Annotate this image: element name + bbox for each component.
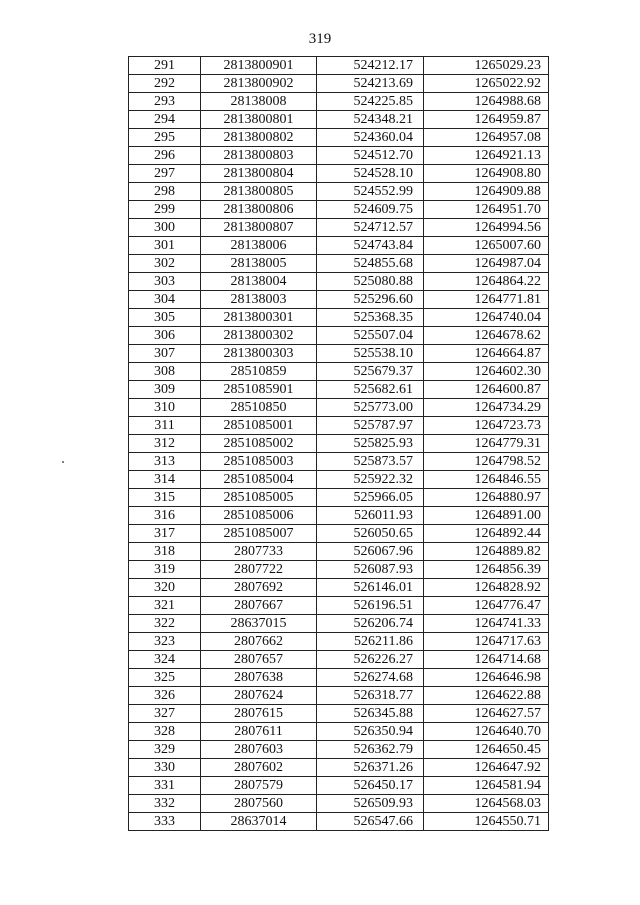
y-coordinate-cell: 1264640.70	[424, 723, 549, 741]
row-number-cell: 317	[129, 525, 201, 543]
row-number-cell: 332	[129, 795, 201, 813]
table-row	[129, 93, 549, 111]
x-coordinate-cell: 525682.61	[317, 381, 424, 399]
y-coordinate-cell: 1264627.57	[424, 705, 549, 723]
table-row	[129, 129, 549, 147]
table-row	[129, 453, 549, 471]
row-number-cell: 321	[129, 597, 201, 615]
x-coordinate-cell: 526050.65	[317, 525, 424, 543]
point-id-cell: 2813800303	[201, 345, 317, 363]
table-row	[129, 813, 549, 831]
y-coordinate-cell: 1264846.55	[424, 471, 549, 489]
point-id-cell: 2813800901	[201, 57, 317, 75]
x-coordinate-cell: 526206.74	[317, 615, 424, 633]
x-coordinate-cell: 524348.21	[317, 111, 424, 129]
table-row	[129, 273, 549, 291]
x-coordinate-cell: 526350.94	[317, 723, 424, 741]
point-id-cell: 2807722	[201, 561, 317, 579]
x-coordinate-cell: 524609.75	[317, 201, 424, 219]
table-row	[129, 777, 549, 795]
x-coordinate-cell: 524360.04	[317, 129, 424, 147]
x-coordinate-cell: 525679.37	[317, 363, 424, 381]
table-row	[129, 363, 549, 381]
y-coordinate-cell: 1264741.33	[424, 615, 549, 633]
y-coordinate-cell: 1264600.87	[424, 381, 549, 399]
x-coordinate-cell: 525825.93	[317, 435, 424, 453]
table-row	[129, 669, 549, 687]
row-number-cell: 327	[129, 705, 201, 723]
y-coordinate-cell: 1264771.81	[424, 291, 549, 309]
table-row	[129, 399, 549, 417]
table-row	[129, 435, 549, 453]
row-number-cell: 305	[129, 309, 201, 327]
x-coordinate-cell: 525538.10	[317, 345, 424, 363]
row-number-cell: 330	[129, 759, 201, 777]
point-id-cell: 2807602	[201, 759, 317, 777]
table-row	[129, 633, 549, 651]
row-number-cell: 295	[129, 129, 201, 147]
point-id-cell: 2807662	[201, 633, 317, 651]
y-coordinate-cell: 1264957.08	[424, 129, 549, 147]
row-number-cell: 307	[129, 345, 201, 363]
y-coordinate-cell: 1264892.44	[424, 525, 549, 543]
row-number-cell: 320	[129, 579, 201, 597]
y-coordinate-cell: 1264550.71	[424, 813, 549, 831]
x-coordinate-cell: 526362.79	[317, 741, 424, 759]
x-coordinate-cell: 525773.00	[317, 399, 424, 417]
row-number-cell: 297	[129, 165, 201, 183]
x-coordinate-cell: 525080.88	[317, 273, 424, 291]
row-number-cell: 315	[129, 489, 201, 507]
table-row	[129, 57, 549, 75]
point-id-cell: 2851085007	[201, 525, 317, 543]
x-coordinate-cell: 526274.68	[317, 669, 424, 687]
x-coordinate-cell: 526011.93	[317, 507, 424, 525]
x-coordinate-cell: 526067.96	[317, 543, 424, 561]
table-row	[129, 723, 549, 741]
row-number-cell: 299	[129, 201, 201, 219]
y-coordinate-cell: 1265007.60	[424, 237, 549, 255]
x-coordinate-cell: 525873.57	[317, 453, 424, 471]
y-coordinate-cell: 1264889.82	[424, 543, 549, 561]
point-id-cell: 28510850	[201, 399, 317, 417]
table-row	[129, 417, 549, 435]
table-row	[129, 381, 549, 399]
y-coordinate-cell: 1264988.68	[424, 93, 549, 111]
table-row	[129, 111, 549, 129]
x-coordinate-cell: 526196.51	[317, 597, 424, 615]
row-number-cell: 293	[129, 93, 201, 111]
point-id-cell: 2813800302	[201, 327, 317, 345]
row-number-cell: 325	[129, 669, 201, 687]
row-number-cell: 309	[129, 381, 201, 399]
row-number-cell: 311	[129, 417, 201, 435]
x-coordinate-cell: 525922.32	[317, 471, 424, 489]
row-number-cell: 331	[129, 777, 201, 795]
y-coordinate-cell: 1264959.87	[424, 111, 549, 129]
x-coordinate-cell: 524512.70	[317, 147, 424, 165]
row-number-cell: 322	[129, 615, 201, 633]
y-coordinate-cell: 1264776.47	[424, 597, 549, 615]
y-coordinate-cell: 1264909.88	[424, 183, 549, 201]
point-id-cell: 2807611	[201, 723, 317, 741]
table-row	[129, 795, 549, 813]
point-id-cell: 2851085006	[201, 507, 317, 525]
row-number-cell: 296	[129, 147, 201, 165]
table-row	[129, 759, 549, 777]
table-row	[129, 165, 549, 183]
row-number-cell: 318	[129, 543, 201, 561]
y-coordinate-cell: 1264717.63	[424, 633, 549, 651]
point-id-cell: 2807692	[201, 579, 317, 597]
coordinates-table-body	[129, 57, 549, 831]
row-number-cell: 304	[129, 291, 201, 309]
point-id-cell: 2851085005	[201, 489, 317, 507]
point-id-cell: 2813800803	[201, 147, 317, 165]
table-row	[129, 597, 549, 615]
x-coordinate-cell: 524225.85	[317, 93, 424, 111]
x-coordinate-cell: 524528.10	[317, 165, 424, 183]
row-number-cell: 306	[129, 327, 201, 345]
y-coordinate-cell: 1264994.56	[424, 219, 549, 237]
row-number-cell: 301	[129, 237, 201, 255]
point-id-cell: 2807638	[201, 669, 317, 687]
table-row	[129, 183, 549, 201]
y-coordinate-cell: 1264880.97	[424, 489, 549, 507]
x-coordinate-cell: 524212.17	[317, 57, 424, 75]
point-id-cell: 28138005	[201, 255, 317, 273]
x-coordinate-cell: 526345.88	[317, 705, 424, 723]
y-coordinate-cell: 1264798.52	[424, 453, 549, 471]
point-id-cell: 2851085901	[201, 381, 317, 399]
y-coordinate-cell: 1264740.04	[424, 309, 549, 327]
table-row	[129, 543, 549, 561]
x-coordinate-cell: 526146.01	[317, 579, 424, 597]
point-id-cell: 2807667	[201, 597, 317, 615]
y-coordinate-cell: 1264828.92	[424, 579, 549, 597]
row-number-cell: 310	[129, 399, 201, 417]
y-coordinate-cell: 1264856.39	[424, 561, 549, 579]
point-id-cell: 2851085002	[201, 435, 317, 453]
table-row	[129, 525, 549, 543]
x-coordinate-cell: 526211.86	[317, 633, 424, 651]
point-id-cell: 28637014	[201, 813, 317, 831]
table-row	[129, 705, 549, 723]
row-number-cell: 308	[129, 363, 201, 381]
y-coordinate-cell: 1264891.00	[424, 507, 549, 525]
row-number-cell: 300	[129, 219, 201, 237]
table-row	[129, 255, 549, 273]
x-coordinate-cell: 526371.26	[317, 759, 424, 777]
x-coordinate-cell: 525296.60	[317, 291, 424, 309]
point-id-cell: 2807733	[201, 543, 317, 561]
row-number-cell: 313	[129, 453, 201, 471]
x-coordinate-cell: 524743.84	[317, 237, 424, 255]
point-id-cell: 2813800804	[201, 165, 317, 183]
point-id-cell: 2813800301	[201, 309, 317, 327]
table-row	[129, 75, 549, 93]
x-coordinate-cell: 526226.27	[317, 651, 424, 669]
row-number-cell: 294	[129, 111, 201, 129]
x-coordinate-cell: 524552.99	[317, 183, 424, 201]
point-id-cell: 2807657	[201, 651, 317, 669]
table-row	[129, 579, 549, 597]
point-id-cell: 2851085001	[201, 417, 317, 435]
y-coordinate-cell: 1264581.94	[424, 777, 549, 795]
row-number-cell: 303	[129, 273, 201, 291]
x-coordinate-cell: 524213.69	[317, 75, 424, 93]
y-coordinate-cell: 1264664.87	[424, 345, 549, 363]
row-number-cell: 291	[129, 57, 201, 75]
x-coordinate-cell: 524712.57	[317, 219, 424, 237]
y-coordinate-cell: 1264723.73	[424, 417, 549, 435]
table-row	[129, 507, 549, 525]
table-row	[129, 237, 549, 255]
y-coordinate-cell: 1264734.29	[424, 399, 549, 417]
y-coordinate-cell: 1264987.04	[424, 255, 549, 273]
x-coordinate-cell: 525368.35	[317, 309, 424, 327]
point-id-cell: 28138003	[201, 291, 317, 309]
x-coordinate-cell: 526318.77	[317, 687, 424, 705]
y-coordinate-cell: 1264921.13	[424, 147, 549, 165]
row-number-cell: 329	[129, 741, 201, 759]
point-id-cell: 2807560	[201, 795, 317, 813]
y-coordinate-cell: 1264622.88	[424, 687, 549, 705]
y-coordinate-cell: 1264908.80	[424, 165, 549, 183]
x-coordinate-cell: 524855.68	[317, 255, 424, 273]
row-number-cell: 328	[129, 723, 201, 741]
table-row	[129, 327, 549, 345]
point-id-cell: 2813800805	[201, 183, 317, 201]
scan-speck	[62, 461, 64, 463]
point-id-cell: 2807615	[201, 705, 317, 723]
point-id-cell: 28138004	[201, 273, 317, 291]
y-coordinate-cell: 1264647.92	[424, 759, 549, 777]
table-row	[129, 615, 549, 633]
table-row	[129, 345, 549, 363]
page-number: 319	[308, 31, 332, 47]
point-id-cell: 28510859	[201, 363, 317, 381]
row-number-cell: 319	[129, 561, 201, 579]
table-row	[129, 219, 549, 237]
y-coordinate-cell: 1264951.70	[424, 201, 549, 219]
table-row	[129, 291, 549, 309]
x-coordinate-cell: 525787.97	[317, 417, 424, 435]
point-id-cell: 28637015	[201, 615, 317, 633]
row-number-cell: 326	[129, 687, 201, 705]
y-coordinate-cell: 1264779.31	[424, 435, 549, 453]
row-number-cell: 298	[129, 183, 201, 201]
table-row	[129, 561, 549, 579]
table-row	[129, 651, 549, 669]
point-id-cell: 2807603	[201, 741, 317, 759]
point-id-cell: 2851085003	[201, 453, 317, 471]
row-number-cell: 312	[129, 435, 201, 453]
point-id-cell: 2851085004	[201, 471, 317, 489]
point-id-cell: 28138008	[201, 93, 317, 111]
y-coordinate-cell: 1264602.30	[424, 363, 549, 381]
point-id-cell: 2813800802	[201, 129, 317, 147]
coordinates-table	[128, 56, 549, 831]
row-number-cell: 333	[129, 813, 201, 831]
point-id-cell: 2807579	[201, 777, 317, 795]
row-number-cell: 323	[129, 633, 201, 651]
x-coordinate-cell: 526450.17	[317, 777, 424, 795]
table-row	[129, 201, 549, 219]
table-row	[129, 471, 549, 489]
x-coordinate-cell: 526087.93	[317, 561, 424, 579]
point-id-cell: 2813800902	[201, 75, 317, 93]
point-id-cell: 2813800806	[201, 201, 317, 219]
row-number-cell: 324	[129, 651, 201, 669]
table-row	[129, 687, 549, 705]
point-id-cell: 28138006	[201, 237, 317, 255]
row-number-cell: 292	[129, 75, 201, 93]
point-id-cell: 2807624	[201, 687, 317, 705]
x-coordinate-cell: 525966.05	[317, 489, 424, 507]
table-row	[129, 309, 549, 327]
row-number-cell: 316	[129, 507, 201, 525]
y-coordinate-cell: 1264864.22	[424, 273, 549, 291]
x-coordinate-cell: 526547.66	[317, 813, 424, 831]
y-coordinate-cell: 1264646.98	[424, 669, 549, 687]
y-coordinate-cell: 1264714.68	[424, 651, 549, 669]
y-coordinate-cell: 1265029.23	[424, 57, 549, 75]
y-coordinate-cell: 1265022.92	[424, 75, 549, 93]
x-coordinate-cell: 526509.93	[317, 795, 424, 813]
row-number-cell: 302	[129, 255, 201, 273]
y-coordinate-cell: 1264568.03	[424, 795, 549, 813]
table-row	[129, 741, 549, 759]
point-id-cell: 2813800801	[201, 111, 317, 129]
table-row	[129, 489, 549, 507]
table-row	[129, 147, 549, 165]
row-number-cell: 314	[129, 471, 201, 489]
x-coordinate-cell: 525507.04	[317, 327, 424, 345]
y-coordinate-cell: 1264678.62	[424, 327, 549, 345]
point-id-cell: 2813800807	[201, 219, 317, 237]
y-coordinate-cell: 1264650.45	[424, 741, 549, 759]
